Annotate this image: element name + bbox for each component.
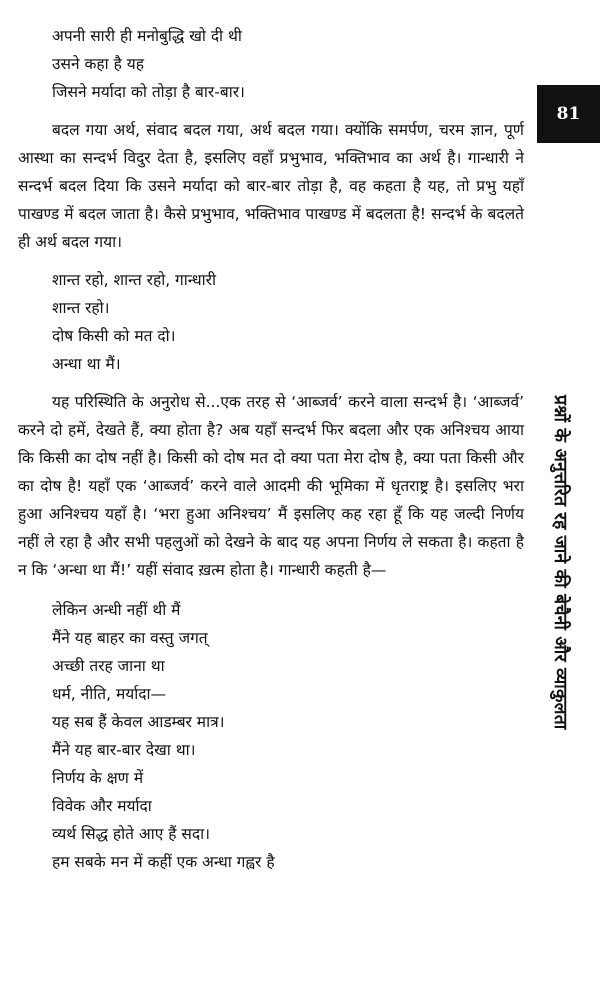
verse-block-2 (52, 266, 524, 378)
verse-line: दोष किसी को मत दो। (52, 327, 176, 345)
page-number: 81 (556, 104, 581, 124)
verse-line: शान्त रहो। (52, 299, 110, 317)
body-text (18, 22, 524, 876)
verse-line: जिसने मर्यादा को तोड़ा है बार-बार। (52, 83, 245, 101)
running-head-text: प्रश्नों के अनुत्तरित रह जाने की बेचैनी और व्याकुलता (550, 394, 570, 730)
verse-line: अच्छी तरह जाना था (52, 657, 165, 675)
verse-block-1 (52, 22, 524, 106)
paragraph-2: यह परिस्थिति के अनुरोध से...एक तरह से ‘आब्जर्व’ करने वाला सन्दर्भ है। ‘आब्जर्व’ करने दो हमें, देखते हैं, क्या होता है? अब यहाँ सन्दर्भ फिर बदला और एक अनिश्चय आया कि किसी का दोष नहीं है। किसी को दोष मत दो क्या पता मेरा दोष है, क्या पता किसी और का दोष है! यहाँ एक ‘आब्जर्व’ करने वाले आदमी की भूमिका में धृतराष्ट्र है। इसलिए भरा हुआ अनिश्चय यहाँ है। ‘भरा हुआ अनिश्चय’ मैं इसलिए कह रहा हूँ कि यह जल्दी निर्णय नहीं ले रहा है और सभी पहलुओं को देखने के बाद यह अपना निर्णय ले सकता है। कहता है न कि ‘अन्धा था मैं!’ यहीं संवाद ख़त्म होता है। गान्धारी कहती है— (18, 393, 524, 579)
verse-line: उसने कहा है यह (52, 55, 144, 73)
verse-line: शान्त रहो, शान्त रहो, गान्धारी (52, 271, 216, 289)
verse-line: निर्णय के क्षण में (52, 769, 144, 787)
running-head (531, 372, 589, 752)
verse-line: अन्धा था मैं। (52, 355, 121, 373)
verse-line: यह सब हैं केवल आडम्बर मात्र। (52, 713, 225, 731)
verse-line: लेकिन अन्धी नहीं थी मैं (52, 601, 181, 619)
paragraph-1: बदल गया अर्थ, संवाद बदल गया, अर्थ बदल गया। क्योंकि समर्पण, चरम ज्ञान, पूर्ण आस्था का सन्दर्भ विदुर देता है, इसलिए वहाँ प्रभुभाव, भक्तिभाव का अर्थ है। गान्धारी ने सन्दर्भ बदल दिया कि उसने मर्यादा को बार-बार तोड़ा है, वह कहता है यह, तो प्रभु यहाँ पाखण्ड में बदल जाता है। कैसे प्रभुभाव, भक्तिभाव पाखण्ड में बदलता है! सन्दर्भ के बदलते ही अर्थ बदल गया। (18, 121, 524, 251)
verse-line: मैंने यह बाहर का वस्तु जगत् (52, 629, 208, 647)
verse-line: मैंने यह बार-बार देखा था। (52, 741, 196, 759)
verse-line: व्यर्थ सिद्ध होते आए हैं सदा। (52, 825, 211, 843)
verse-block-3 (52, 596, 524, 876)
verse-line: हम सबके मन में कहीं एक अन्धा गह्वर है (52, 853, 275, 871)
verse-line: धर्म, नीति, मर्यादा— (52, 685, 166, 703)
verse-line: विवेक और मर्यादा (52, 797, 152, 815)
page-number-tab (537, 85, 600, 143)
verse-line: अपनी सारी ही मनोबुद्धि खो दी थी (52, 27, 242, 45)
